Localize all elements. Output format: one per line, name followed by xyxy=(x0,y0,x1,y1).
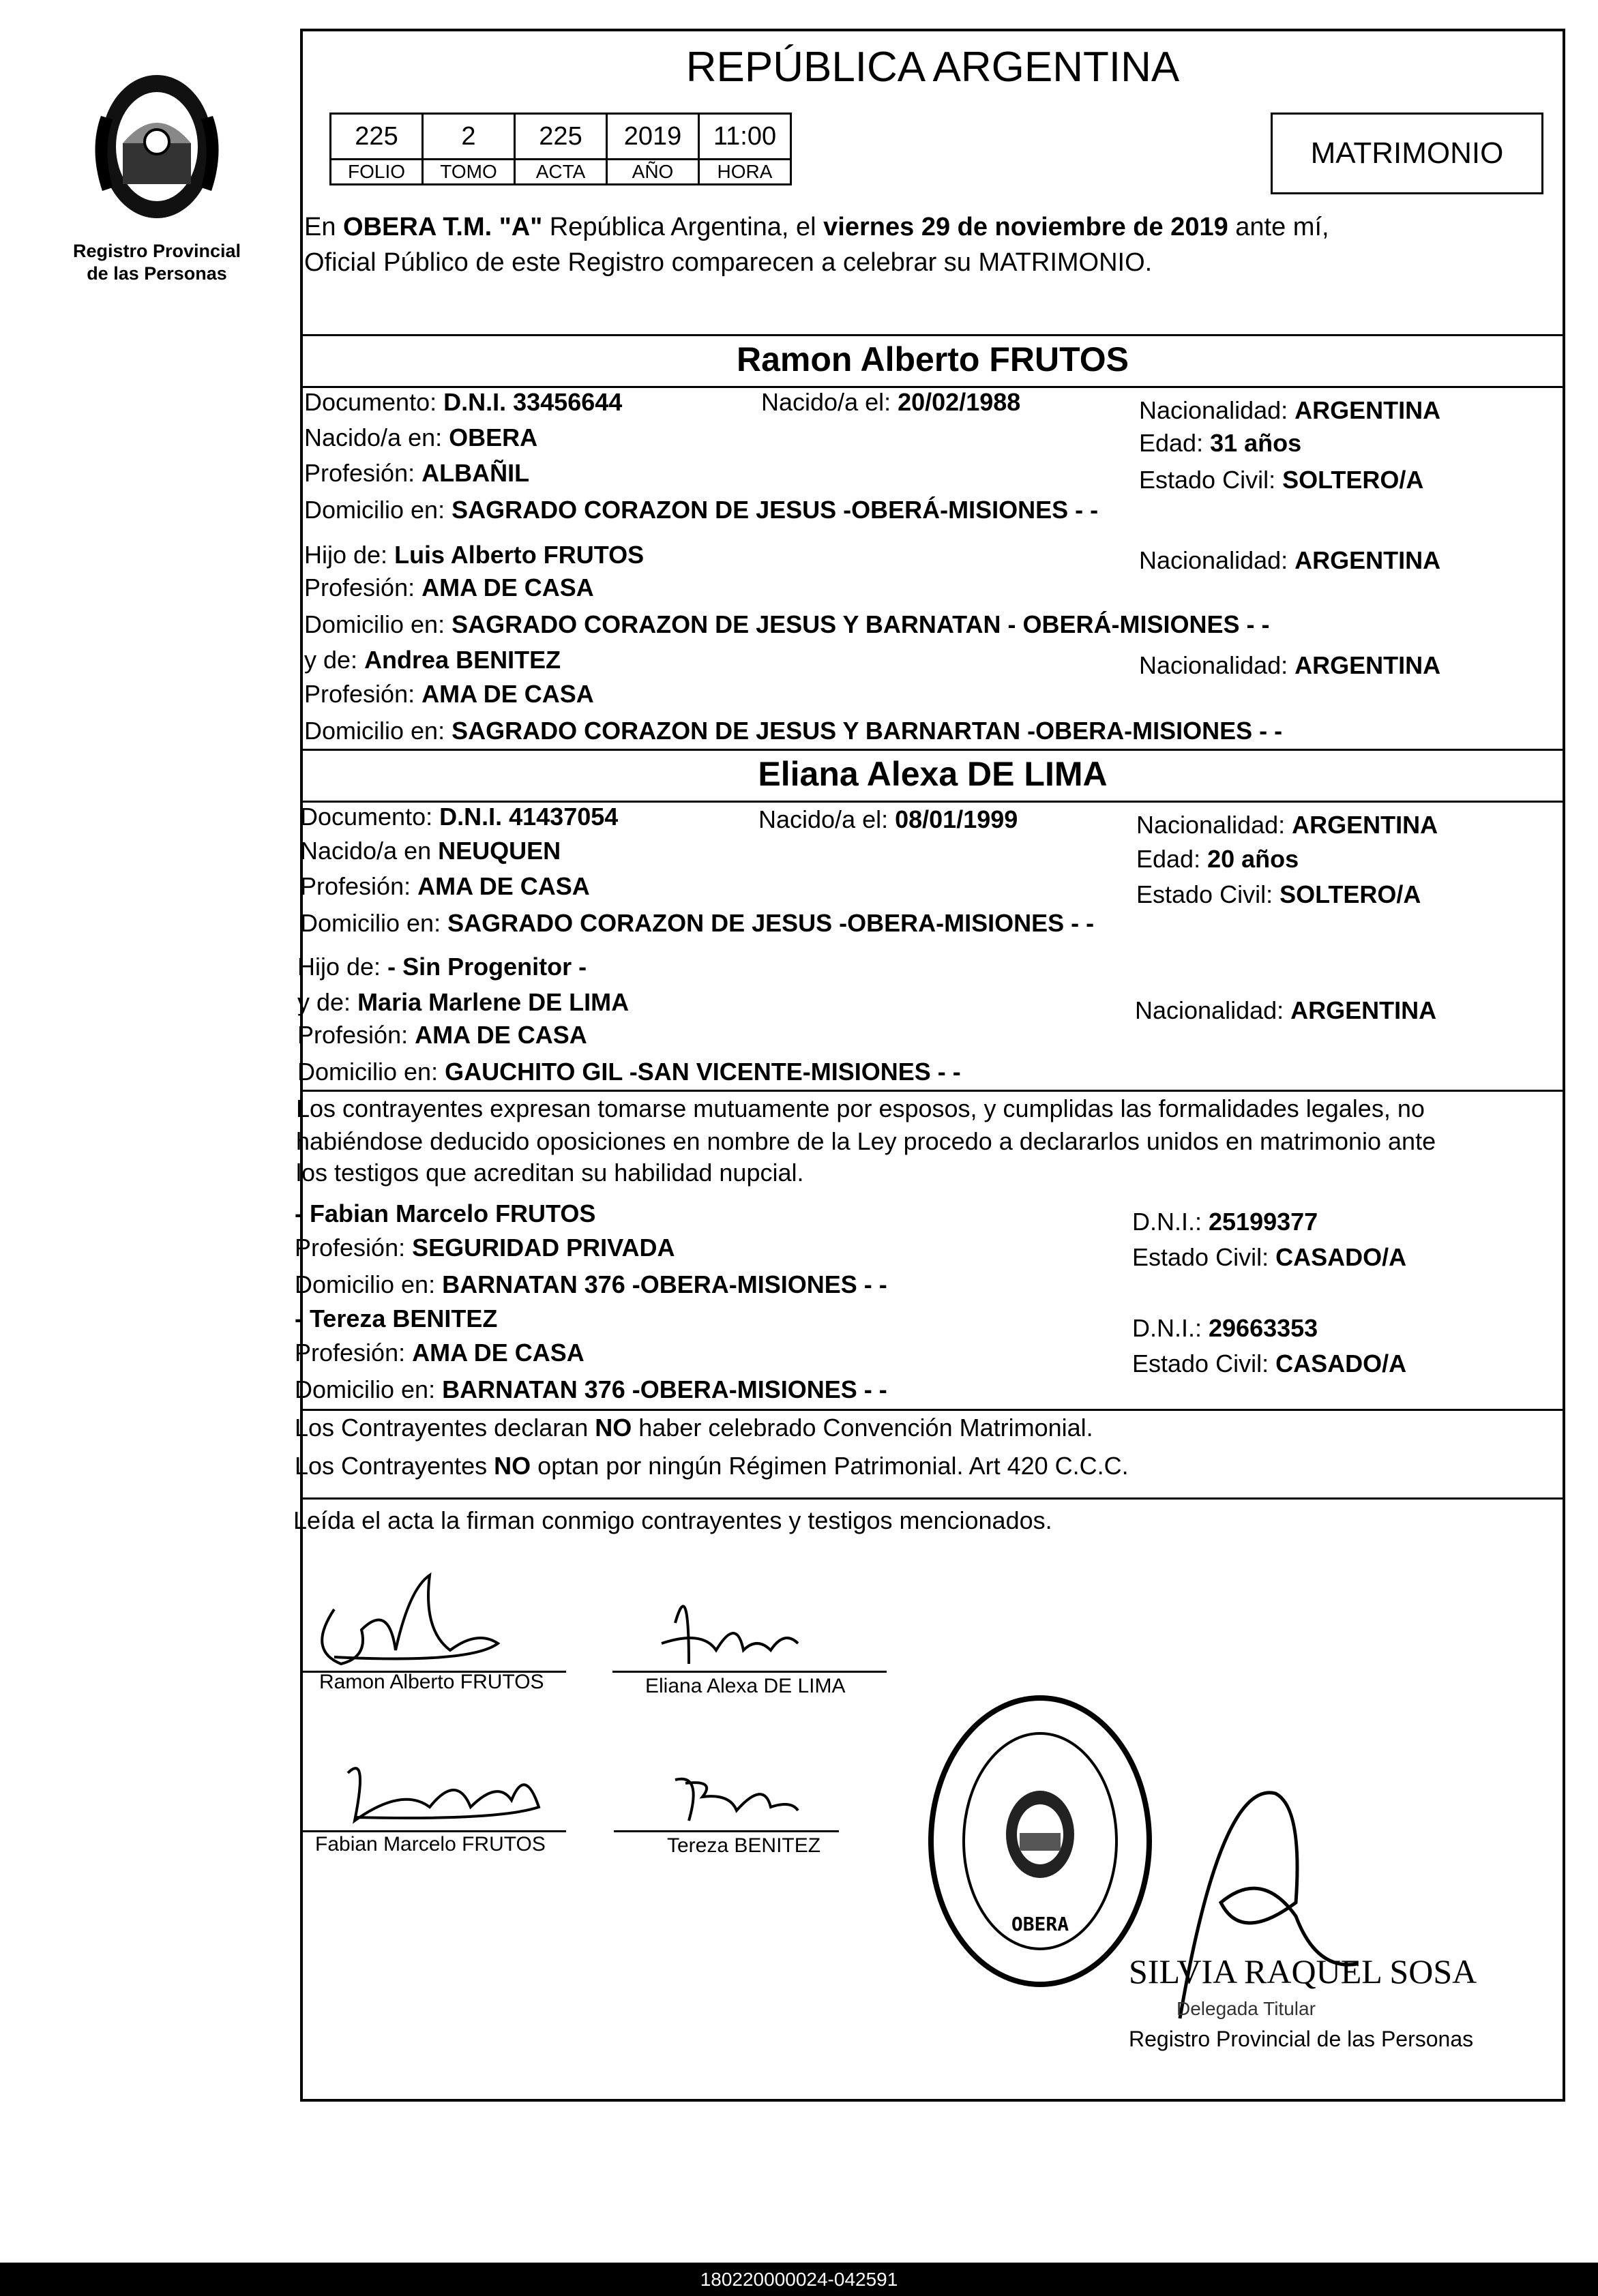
signature-scribbles xyxy=(293,1548,907,1868)
anio-value: 2019 xyxy=(607,114,699,160)
declaration-line1: Los contrayentes expresan tomarse mutuamente por esposos, y cumplidas las formalidades legales, no xyxy=(296,1094,1425,1122)
stamp-city: OBERA xyxy=(1011,1913,1069,1935)
official-name: SILVIA RAQUEL SOSA xyxy=(1129,1952,1477,1991)
tomo-label: TOMO xyxy=(423,160,515,185)
witness2-estado-civil: Estado Civil: CASADO/A xyxy=(1132,1350,1407,1377)
intro-line2: Oficial Público de este Registro comparecen a celebrar su MATRIMONIO. xyxy=(304,248,1153,277)
bride-nacido-el: Nacido/a el: 08/01/1999 xyxy=(758,805,1018,833)
folio-label: FOLIO xyxy=(331,160,423,185)
groom-madre-nacionalidad: Nacionalidad: ARGENTINA xyxy=(1139,651,1441,679)
bride-madre-profesion: Profesión: AMA DE CASA xyxy=(297,1021,587,1049)
groom-padre-profesion: Profesión: AMA DE CASA xyxy=(304,573,594,601)
witness1-dni: D.N.I.: 25199377 xyxy=(1132,1208,1318,1236)
groom-madre-domicilio: Domicilio en: SAGRADO CORAZON DE JESUS Y BARNARTAN -OBERA-MISIONES - - xyxy=(304,717,1283,745)
declaration-line3: los testigos que acreditan su habilidad nupcial. xyxy=(296,1159,804,1187)
groom-nacionalidad: Nacionalidad: ARGENTINA xyxy=(1139,396,1441,424)
closing-line: Leída el acta la firman conmigo contrayentes y testigos mencionados. xyxy=(293,1506,1052,1534)
footer-code: 180220000024-042591 xyxy=(700,2269,898,2290)
bride-signature-label: Eliana Alexa DE LIMA xyxy=(645,1675,846,1697)
witness2-domicilio: Domicilio en: BARNATAN 376 -OBERA-MISIONES - - xyxy=(295,1375,887,1403)
intro-line1: En OBERA T.M. "A" República Argentina, el viernes 29 de noviembre de 2019 ante mí, xyxy=(304,213,1329,241)
groom-documento: Documento: D.N.I. 33456644 xyxy=(304,388,623,416)
bride-profesion: Profesión: AMA DE CASA xyxy=(300,872,590,900)
groom-domicilio: Domicilio en: SAGRADO CORAZON DE JESUS -OBERÁ-MISIONES - - xyxy=(304,496,1099,524)
official-org: Registro Provincial de las Personas xyxy=(1129,2027,1474,2051)
groom-profesion: Profesión: ALBAÑIL xyxy=(304,459,530,487)
witness1-domicilio: Domicilio en: BARNATAN 376 -OBERA-MISIONES - - xyxy=(295,1270,887,1298)
hora-label: HORA xyxy=(699,160,791,185)
acta-value: 225 xyxy=(515,114,607,160)
witness2-name: - Tereza BENITEZ xyxy=(295,1304,498,1332)
groom-edad: Edad: 31 años xyxy=(1139,429,1302,457)
province-logo xyxy=(75,61,239,232)
bride-name: Eliana Alexa DE LIMA xyxy=(758,755,1108,793)
witness2-dni: D.N.I.: 29663353 xyxy=(1132,1314,1318,1342)
acta-meta-table xyxy=(329,113,792,185)
groom-estado-civil: Estado Civil: SOLTERO/A xyxy=(1139,466,1424,494)
groom-nacido-el: Nacido/a el: 20/02/1988 xyxy=(761,388,1021,416)
bride-nacido-en: Nacido/a en NEUQUEN xyxy=(300,837,561,865)
bride-madre-domicilio: Domicilio en: GAUCHITO GIL -SAN VICENTE-MISIONES - - xyxy=(297,1058,961,1086)
groom-madre: y de: Andrea BENITEZ xyxy=(304,646,561,674)
doc-type-label: MATRIMONIO xyxy=(1310,136,1504,170)
groom-madre-profesion: Profesión: AMA DE CASA xyxy=(304,680,594,708)
witness2-signature-icon xyxy=(675,1779,798,1821)
groom-name: Ramon Alberto FRUTOS xyxy=(736,340,1129,378)
bride-madre-nacionalidad: Nacionalidad: ARGENTINA xyxy=(1135,996,1437,1024)
groom-nacido-en: Nacido/a en: OBERA xyxy=(304,423,538,451)
bride-domicilio: Domicilio en: SAGRADO CORAZON DE JESUS -OBERA-MISIONES - - xyxy=(300,909,1095,937)
bride-estado-civil: Estado Civil: SOLTERO/A xyxy=(1136,880,1421,908)
footer-bar xyxy=(0,2263,1598,2296)
groom-signature-icon xyxy=(322,1575,498,1664)
bride-documento: Documento: D.N.I. 41437054 xyxy=(300,803,619,831)
witness1-signature-icon xyxy=(348,1768,539,1821)
groom-signature-label: Ramon Alberto FRUTOS xyxy=(319,1671,544,1693)
witness1-signature-label: Fabian Marcelo FRUTOS xyxy=(315,1833,546,1855)
misiones-emblem-icon xyxy=(75,61,239,232)
groom-padre: Hijo de: Luis Alberto FRUTOS xyxy=(304,541,645,569)
witness1-estado-civil: Estado Civil: CASADO/A xyxy=(1132,1243,1407,1271)
declaration-line2: habiéndose deducido oposiciones en nombre de la Ley procedo a declararlos unidos en matrimonio ante xyxy=(296,1127,1436,1155)
folio-value: 225 xyxy=(331,114,423,160)
registro-caption-line1: Registro Provincial xyxy=(72,241,241,261)
official-stamp xyxy=(924,1691,1156,1991)
acta-label: ACTA xyxy=(515,160,607,185)
witness1-profesion: Profesión: SEGURIDAD PRIVADA xyxy=(295,1234,675,1262)
bride-signature-icon xyxy=(662,1607,798,1665)
page-title: REPÚBLICA ARGENTINA xyxy=(685,44,1180,91)
registro-caption-line2: de las Personas xyxy=(87,263,227,284)
bride-nacionalidad: Nacionalidad: ARGENTINA xyxy=(1136,811,1438,839)
convention-line1: Los Contrayentes declaran NO haber celebrado Convención Matrimonial. xyxy=(295,1414,1093,1442)
witness2-profesion: Profesión: AMA DE CASA xyxy=(295,1339,585,1367)
bride-padre: Hijo de: - Sin Progenitor - xyxy=(297,953,587,981)
doc-type-box xyxy=(1271,113,1543,194)
bride-edad: Edad: 20 años xyxy=(1136,845,1299,873)
groom-padre-domicilio: Domicilio en: SAGRADO CORAZON DE JESUS Y BARNATAN - OBERÁ-MISIONES - - xyxy=(304,610,1270,638)
anio-label: AÑO xyxy=(607,160,699,185)
groom-padre-nacionalidad: Nacionalidad: ARGENTINA xyxy=(1139,546,1441,574)
hora-value: 11:00 xyxy=(699,114,791,160)
tomo-value: 2 xyxy=(423,114,515,160)
witness1-name: - Fabian Marcelo FRUTOS xyxy=(295,1199,596,1227)
witness2-signature-label: Tereza BENITEZ xyxy=(667,1834,821,1857)
official-role: Delegada Titular xyxy=(1177,1998,1316,2019)
bride-madre: y de: Maria Marlene DE LIMA xyxy=(297,988,630,1016)
convention-line2: Los Contrayentes NO optan por ningún Régimen Patrimonial. Art 420 C.C.C. xyxy=(295,1452,1129,1480)
